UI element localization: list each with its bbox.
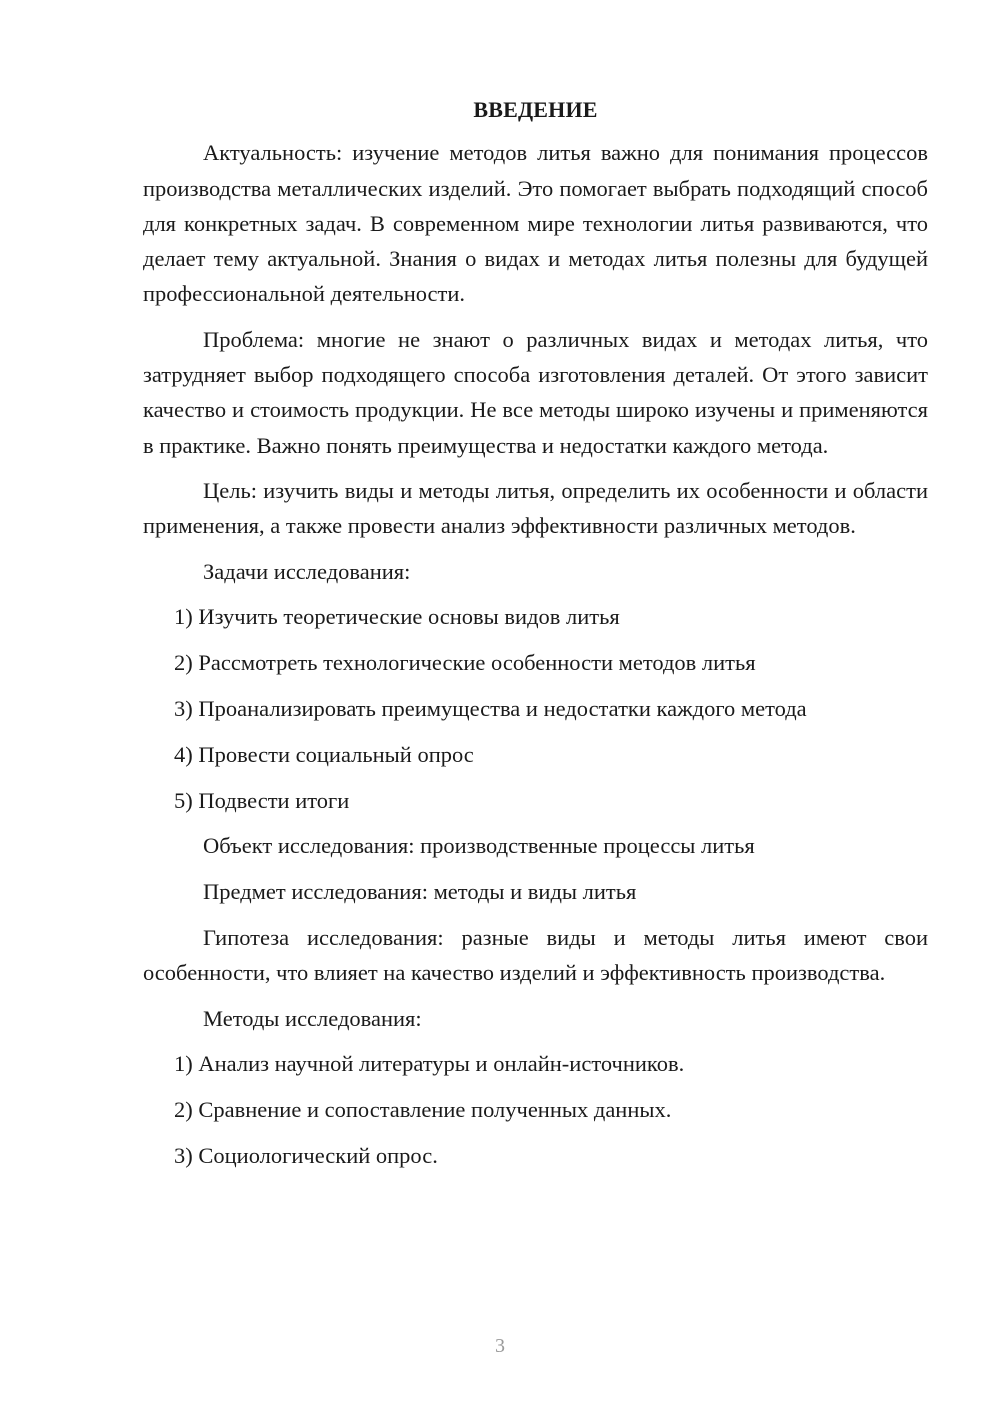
subject-paragraph: Предмет исследования: методы и виды литья [203, 879, 637, 905]
list-item: 5) Подвести итоги [174, 787, 350, 813]
list-item: 3) Социологический опрос. [174, 1142, 438, 1168]
tasks-list [143, 599, 928, 817]
tasks-heading: Задачи исследования: [203, 558, 411, 584]
goal-paragraph: Цель: изучить виды и методы литья, определить их особенности и области применения, а также провести анализ эффективности различных методов. [143, 477, 928, 539]
list-item: 2) Сравнение и сопоставление полученных данных. [174, 1097, 672, 1123]
methods-heading: Методы исследования: [203, 1005, 422, 1031]
list-item: 3) Проанализировать преимущества и недостатки каждого метода [174, 695, 807, 721]
hypothesis-paragraph: Гипотеза исследования: разные виды и методы литья имеют свои особенности, что влияет на качество изделий и эффективность производства. [143, 924, 928, 986]
list-item: 1) Изучить теоретические основы видов литья [174, 604, 620, 630]
methods-list [143, 1046, 928, 1173]
relevance-paragraph: Актуальность: изучение методов литья важно для понимания процессов производства металлических изделий. Это помогает выбрать подходящий способ для конкретных задач. В современном мире технологии литья развиваются, что делает тему актуальной. Знания о видах и методах литья полезны для будущей профессиональной деятельности. [143, 140, 928, 307]
object-paragraph: Объект исследования: производственные процессы литья [203, 833, 755, 859]
list-item: 2) Рассмотреть технологические особенности методов литья [174, 650, 756, 676]
list-item: 4) Провести социальный опрос [174, 741, 474, 767]
page-title: ВВЕДЕНИЕ [473, 97, 598, 122]
page-number: 3 [495, 1335, 505, 1357]
list-item: 1) Анализ научной литературы и онлайн-источников. [174, 1051, 685, 1077]
document-page [143, 92, 928, 1184]
problem-paragraph: Проблема: многие не знают о различных видах и методах литья, что затрудняет выбор подходящего способа изготовления деталей. От этого зависит качество и стоимость продукции. Не все методы широко изучены и применяются в практике. Важно понять преимущества и недостатки каждого метода. [143, 326, 928, 458]
